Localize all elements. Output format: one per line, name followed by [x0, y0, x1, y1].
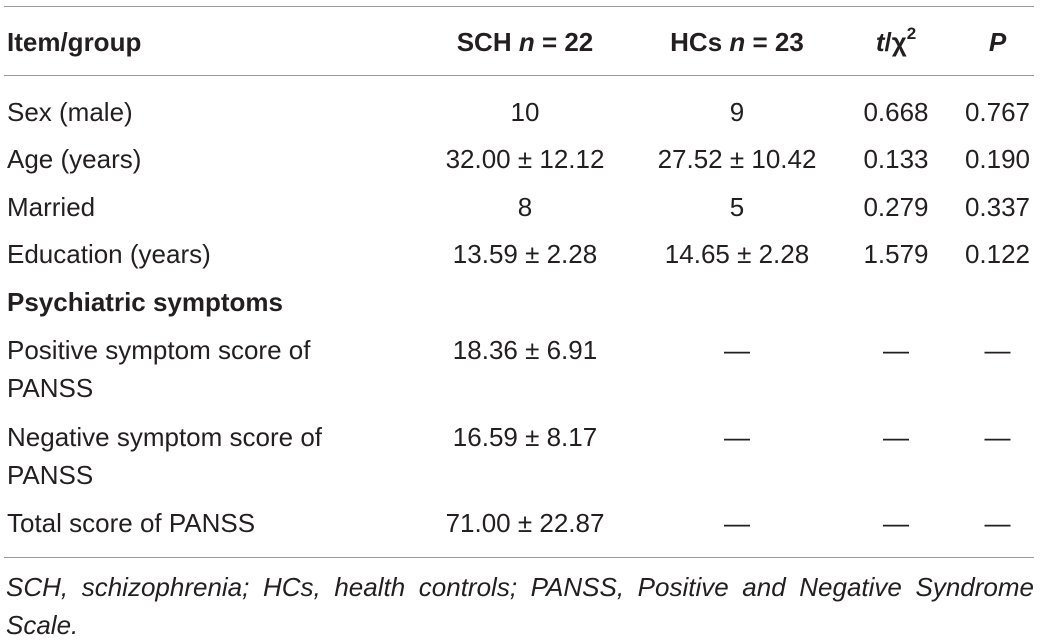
- row-statistic: 1.579: [863, 239, 929, 269]
- row-p-value: 0.767: [964, 97, 1031, 127]
- row-hcs-value: 14.65 ± 2.28: [664, 239, 810, 269]
- row-item: Married: [7, 192, 96, 222]
- row-p-value: —: [984, 335, 1011, 365]
- row-item-line2: PANSS: [7, 373, 94, 403]
- row-hcs-value: —: [724, 508, 750, 538]
- row-sch-value: 32.00 ± 12.12: [445, 144, 605, 174]
- row-item: Total score of PANSS: [7, 508, 256, 538]
- row-item: Age (years): [7, 144, 142, 174]
- section-title-psychiatric-symptoms: Psychiatric symptoms: [7, 287, 284, 317]
- header-rule: [4, 75, 1034, 76]
- row-item: Sex (male): [7, 97, 133, 127]
- row-statistic: —: [883, 422, 909, 452]
- row-statistic: —: [883, 335, 909, 365]
- header-hcs: HCs n = 23: [670, 27, 804, 57]
- row-statistic: 0.279: [863, 192, 929, 222]
- row-sch-value: 18.36 ± 6.91: [452, 335, 598, 365]
- row-p-value: —: [984, 508, 1011, 538]
- row-hcs-value: —: [724, 335, 750, 365]
- row-hcs-value: 27.52 ± 10.42: [657, 144, 817, 174]
- row-sch-value: 16.59 ± 8.17: [452, 422, 598, 452]
- row-statistic: 0.133: [863, 144, 929, 174]
- header-item-group: Item/group: [7, 27, 142, 57]
- row-item-line1: Positive symptom score of: [7, 335, 311, 365]
- table-footnote: SCH, schizophrenia; HCs, health controls; PANSS, Positive and Negative Syndrome Scale.: [6, 572, 1034, 640]
- table-top-rule: [4, 6, 1034, 7]
- row-p-value: —: [984, 422, 1011, 452]
- row-item: Education (years): [7, 239, 211, 269]
- row-p-value: 0.337: [964, 192, 1031, 222]
- row-sch-value: 13.59 ± 2.28: [452, 239, 598, 269]
- row-sch-value: 10: [510, 97, 540, 127]
- row-sch-value: 71.00 ± 22.87: [445, 508, 605, 538]
- header-statistic: $t/\chi^2$: [875, 24, 917, 57]
- row-sch-value: 8: [517, 192, 533, 222]
- row-p-value: 0.190: [964, 144, 1031, 174]
- row-hcs-value: 5: [729, 192, 745, 222]
- row-p-value: 0.122: [964, 239, 1031, 269]
- row-hcs-value: 9: [729, 97, 745, 127]
- row-statistic: 0.668: [863, 97, 929, 127]
- row-item-line2: PANSS: [7, 460, 94, 490]
- row-statistic: —: [883, 508, 909, 538]
- row-hcs-value: —: [724, 422, 750, 452]
- header-p-value: P: [988, 27, 1007, 57]
- row-item-line1: Negative symptom score of: [7, 422, 323, 452]
- header-sch: SCH n = 22: [456, 27, 594, 57]
- table-bottom-rule: [4, 557, 1034, 558]
